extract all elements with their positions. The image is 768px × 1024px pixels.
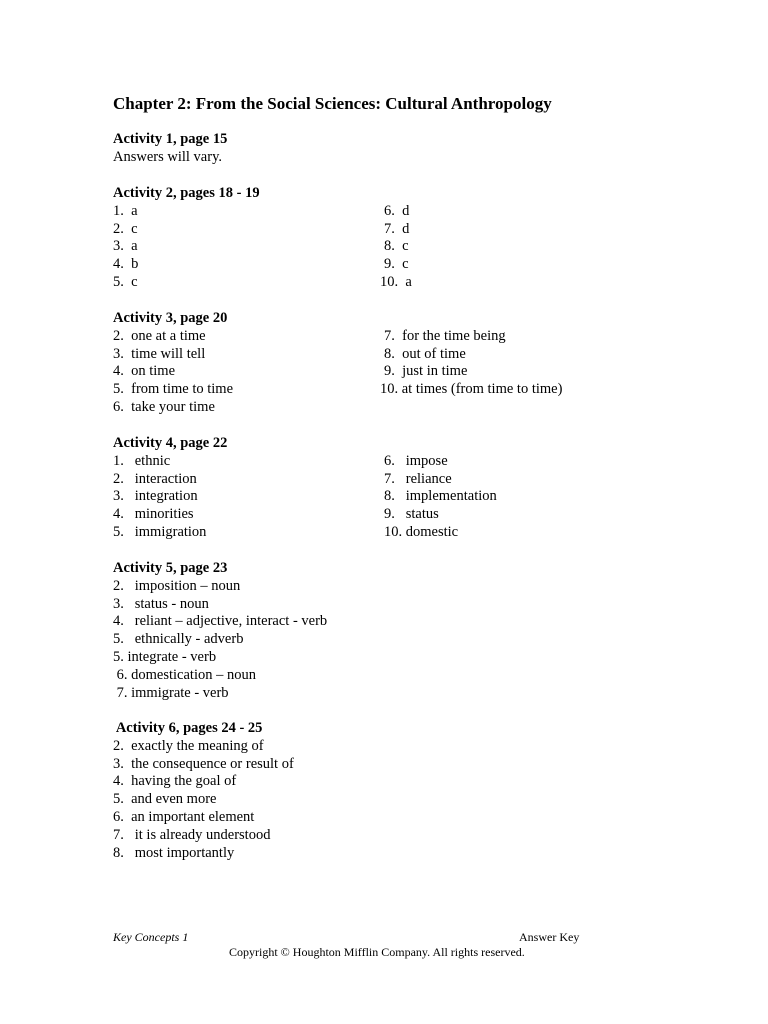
answer-line: 7. reliance	[384, 470, 452, 487]
answer-line: 5. integrate - verb	[113, 648, 217, 665]
chapter-title: Chapter 2: From the Social Sciences: Cultural Anthropology	[113, 94, 552, 113]
activity-4-section	[113, 435, 497, 542]
activity-3-section	[113, 310, 563, 417]
answer-line: 4. on time	[113, 363, 176, 380]
activity-1-answer: Answers will vary.	[113, 148, 222, 165]
answer-line: 5. and even more	[113, 791, 217, 808]
answer-line: 2. imposition – noun	[113, 577, 241, 594]
activity-6-heading: Activity 6, pages 24 - 25	[113, 720, 263, 736]
answer-line: 10. a	[380, 273, 412, 290]
footer-answer-key: Answer Key	[519, 930, 580, 944]
activity-1-heading: Activity 1, page 15	[113, 131, 228, 147]
answer-line: 1. a	[113, 202, 138, 219]
answer-line: 8. c	[384, 238, 409, 255]
answer-line: 3. the consequence or result of	[113, 755, 294, 772]
answer-line: 4. having the goal of	[113, 773, 237, 790]
activity-1-section	[113, 131, 227, 167]
answer-line: 3. status - noun	[113, 595, 209, 612]
answer-line: 6. an important element	[113, 808, 255, 825]
answer-line: 2. exactly the meaning of	[113, 737, 264, 754]
activity-5-heading: Activity 5, page 23	[113, 560, 228, 576]
answer-line: 5. ethnically - adverb	[113, 631, 244, 648]
activity-3-heading: Activity 3, page 20	[113, 310, 228, 326]
answer-line: 8. implementation	[384, 488, 497, 505]
answer-line: 2. one at a time	[113, 327, 206, 344]
activity-2-left-column	[113, 203, 260, 292]
activity-2-section	[113, 185, 412, 292]
activity-4-heading: Activity 4, page 22	[113, 435, 228, 451]
activity-6-section	[113, 720, 294, 862]
activity-3-left-column	[113, 328, 233, 417]
answer-line: 6. impose	[384, 452, 448, 469]
activity-4-left-column	[113, 453, 227, 542]
answer-line: 9. c	[384, 256, 409, 273]
answer-line: 5. from time to time	[113, 381, 234, 398]
footer-copyright: Copyright © Houghton Mifflin Company. All rights reserved.	[229, 945, 525, 959]
answer-line: 1. ethnic	[113, 452, 171, 469]
answer-line: 5. immigration	[113, 523, 207, 540]
answer-line: 10. at times (from time to time)	[380, 381, 563, 398]
answer-line: 7. it is already understood	[113, 826, 271, 843]
answer-line: 4. minorities	[113, 506, 194, 523]
answer-line: 6. d	[384, 202, 410, 219]
answer-line: 6. domestication – noun	[113, 666, 256, 683]
activity-4-answers	[113, 452, 497, 542]
answer-line: 8. out of time	[384, 345, 466, 362]
answer-line: 5. c	[113, 273, 138, 290]
answer-line: 2. c	[113, 220, 138, 237]
activity-2-answers	[113, 202, 412, 292]
answer-line: 3. time will tell	[113, 345, 206, 362]
activity-2-right-column	[380, 202, 412, 292]
answer-line: 10. domestic	[384, 523, 459, 540]
answer-line: 9. just in time	[384, 363, 468, 380]
answer-line: 7. for the time being	[384, 327, 506, 344]
answer-line: 4. reliant – adjective, interact - verb	[113, 613, 328, 630]
activity-4-right-column	[384, 453, 497, 542]
footer-book-title: Key Concepts 1	[113, 930, 189, 944]
answer-line: 9. status	[384, 506, 439, 523]
answer-line: 6. take your time	[113, 398, 215, 415]
activity-3-answers	[113, 327, 563, 417]
answer-line: 4. b	[113, 256, 139, 273]
activity-5-section	[113, 560, 327, 702]
answer-line: 7. d	[384, 220, 410, 237]
answer-line: 8. most importantly	[113, 844, 235, 861]
answer-line: 2. interaction	[113, 470, 197, 487]
answer-line: 3. integration	[113, 488, 198, 505]
activity-3-right-column	[380, 328, 562, 399]
activity-2-heading: Activity 2, pages 18 - 19	[113, 185, 260, 201]
answer-line: 3. a	[113, 238, 138, 255]
answer-line: 7. immigrate - verb	[113, 684, 229, 701]
